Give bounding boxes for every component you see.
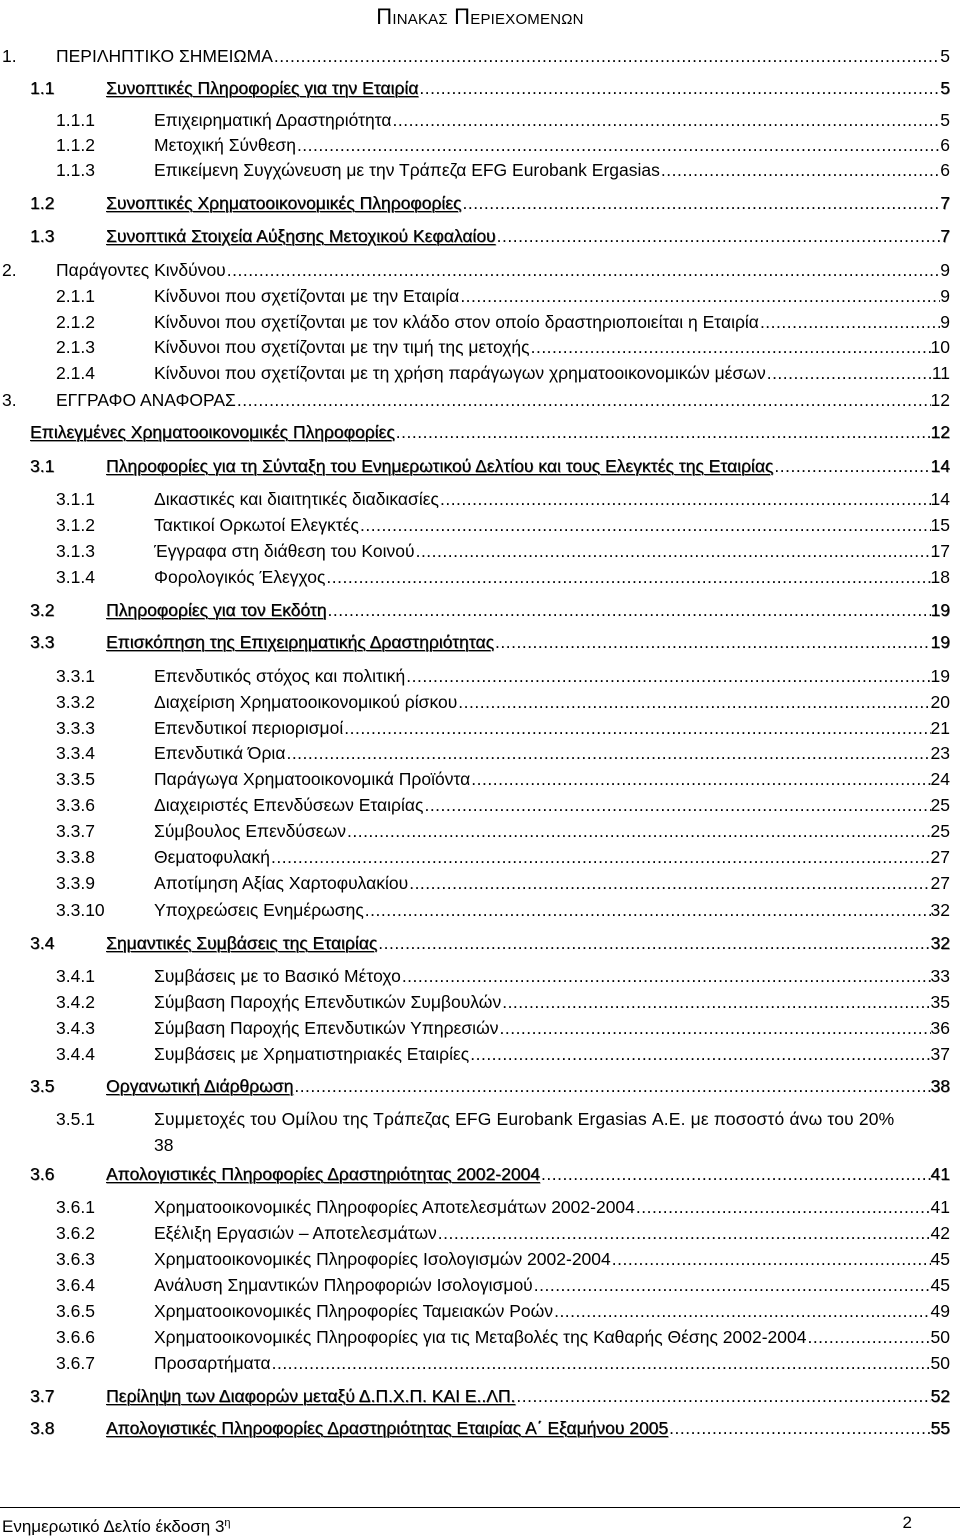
toc-entry-number: 3.3.7 xyxy=(56,821,95,841)
toc-entry-number: 3.3.8 xyxy=(56,847,95,867)
toc-entry[interactable] xyxy=(0,1273,960,1297)
toc-entry-page: 38 xyxy=(154,1135,174,1155)
toc-entry-page: 19 xyxy=(930,632,950,652)
toc-entry-page: 50 xyxy=(930,1327,950,1347)
toc-entry-page: 23 xyxy=(930,743,950,763)
toc-entry-page: 5 xyxy=(940,46,950,66)
toc-entry-label: Διαχείριση Χρηματοοικονομικού ρίσκου xyxy=(154,692,458,712)
toc-entry[interactable] xyxy=(0,487,960,511)
toc-entry-text xyxy=(154,108,950,132)
toc-entry[interactable] xyxy=(0,1299,960,1323)
toc-entry-label: Παράγωγα Χρηματοοικονομικά Προϊόντα xyxy=(154,769,471,789)
toc-entry-page: 7 xyxy=(940,193,950,213)
toc-entry[interactable] xyxy=(0,1016,960,1040)
toc-entry-page: 6 xyxy=(940,160,950,180)
toc-entry-page: 19 xyxy=(930,600,950,620)
dot-leader xyxy=(395,420,931,444)
toc-entry-label: Οργανωτική Διάρθρωση xyxy=(106,1076,294,1096)
toc-entry-page: 52 xyxy=(930,1386,950,1406)
dot-leader xyxy=(533,1273,931,1297)
toc-entry[interactable] xyxy=(0,388,960,412)
toc-entry-number: 3.3 xyxy=(30,632,55,652)
toc-entry-text xyxy=(106,1162,950,1186)
toc-entry-text xyxy=(154,1016,950,1040)
toc-entry-page: 42 xyxy=(930,1223,950,1243)
toc-entry-number: 3.1.1 xyxy=(56,489,95,509)
toc-entry-text xyxy=(154,361,950,385)
toc-entry-page: 38 xyxy=(930,1076,950,1096)
toc-entry-page: 9 xyxy=(940,260,950,280)
toc-entry-text xyxy=(56,388,950,412)
dot-leader xyxy=(459,284,940,308)
toc-entry-number: 3.6.5 xyxy=(56,1301,95,1321)
toc-entry-number: 1.1.1 xyxy=(56,110,95,130)
dot-leader xyxy=(296,133,940,157)
dot-leader xyxy=(553,1299,930,1323)
dot-leader xyxy=(759,310,940,334)
toc-entry-text xyxy=(154,690,950,714)
toc-entry-number: 1. xyxy=(2,46,17,66)
toc-entry[interactable] xyxy=(0,310,960,334)
dot-leader xyxy=(660,158,940,182)
toc-entry-label: Εξέλιξη Εργασιών – Αποτελεσμάτων xyxy=(154,1223,437,1243)
toc-entry[interactable] xyxy=(0,1074,960,1098)
dot-leader xyxy=(611,1247,931,1271)
toc-entry-label: Σύμβαση Παροχής Επενδυτικών Συμβουλών xyxy=(154,992,502,1012)
toc-entry[interactable] xyxy=(0,454,960,478)
toc-entry[interactable] xyxy=(0,1351,960,1375)
toc-entry-number: 3.2 xyxy=(30,600,55,620)
toc-entry[interactable] xyxy=(0,964,960,988)
toc-entry-text xyxy=(154,1273,950,1297)
toc-entry-page: 32 xyxy=(930,933,950,953)
dot-leader xyxy=(668,1416,930,1440)
toc-entry-number: 1.1.3 xyxy=(56,160,95,180)
toc-entry-label: Συμμετοχές του Ομίλου της Τράπεζας EFG Eurobank Ergasias Α.Ε. με ποσοστό άνω του 20% xyxy=(154,1109,895,1129)
toc-entry-text xyxy=(154,1195,950,1219)
toc-entry-label: Συνοπτικές Χρηματοοικονομικές Πληροφορίες xyxy=(106,193,462,213)
toc-entry-page: 27 xyxy=(930,873,950,893)
toc-entry-label: Χρηματοοικονομικές Πληροφορίες για τις Μεταβολές της Καθαρής Θέσης 2002-2004 xyxy=(154,1327,807,1347)
toc-entry[interactable] xyxy=(0,819,960,843)
toc-entry-number: 3.5 xyxy=(30,1076,55,1096)
toc-entry-label: Συνοπτικές Πληροφορίες για την Εταιρία xyxy=(106,78,419,98)
dot-leader xyxy=(236,388,931,412)
toc-entry-page: 49 xyxy=(930,1301,950,1321)
toc-entry-label: Περίληψη των Διαφορών μεταξύ Δ.Π.Χ.Π. ΚΑΙ Ε..ΛΠ. xyxy=(106,1386,516,1406)
toc-entry[interactable] xyxy=(0,898,960,922)
toc-entry-page: 27 xyxy=(930,847,950,867)
toc-entry-text xyxy=(154,133,950,157)
dot-leader xyxy=(415,539,931,563)
toc-entry[interactable] xyxy=(0,1384,960,1408)
toc-entry-label: Αποτίμηση Αξίας Χαρτοφυλακίου xyxy=(154,873,409,893)
toc-entry-label: Φορολογικός Έλεγχος xyxy=(154,567,326,587)
toc-entry-number: 3.8 xyxy=(30,1418,55,1438)
toc-entry-label: Σύμβουλος Επενδύσεων xyxy=(154,821,346,841)
dot-leader xyxy=(392,108,941,132)
toc-entry-label: Θεματοφυλακή xyxy=(154,847,271,867)
toc-entry-number: 3.3.9 xyxy=(56,873,95,893)
toc-entry[interactable] xyxy=(0,1042,960,1066)
toc-entry-number: 1.1 xyxy=(30,78,55,98)
toc-entry-text xyxy=(106,454,950,478)
toc-entry-page: 7 xyxy=(940,226,950,246)
toc-entry-page: 21 xyxy=(930,718,950,738)
toc-entry[interactable] xyxy=(0,1325,960,1349)
toc-entry-label: Επενδυτικός στόχος και πολιτική xyxy=(154,666,406,686)
toc-entry-label: Υποχρεώσεις Ενημέρωσης xyxy=(154,900,364,920)
footer-page-number: 2 xyxy=(902,1513,912,1532)
toc-entry-page: 20 xyxy=(930,692,950,712)
toc-entry-page: 45 xyxy=(930,1275,950,1295)
dot-leader xyxy=(494,630,931,654)
toc-entry[interactable] xyxy=(0,224,960,248)
toc-entry-number: 1.3 xyxy=(30,226,55,246)
toc-entry-page: 14 xyxy=(930,489,950,509)
toc-entry[interactable] xyxy=(0,361,960,385)
dot-leader xyxy=(226,258,941,282)
toc-entry-label: Απολογιστικές Πληροφορίες Δραστηριότητας Εταιρίας Α΄ Εξαμήνου 2005 xyxy=(106,1418,669,1438)
toc-entry-text xyxy=(154,1299,950,1323)
toc-entry-label: Συμβάσεις με Χρηματιστηριακές Εταιρίες xyxy=(154,1044,470,1064)
toc-entry-number: 3.6.3 xyxy=(56,1249,95,1269)
toc-entry-page: 24 xyxy=(930,769,950,789)
toc-entry-label: Διαχειριστές Επενδύσεων Εταιρίας xyxy=(154,795,424,815)
toc-entry-label: Κίνδυνοι που σχετίζονται με την Εταιρία xyxy=(154,286,460,306)
dot-leader xyxy=(470,767,930,791)
toc-entry-label: Επιχειρηματική Δραστηριότητα xyxy=(154,110,392,130)
dot-leader xyxy=(271,1351,931,1375)
toc-entry-text xyxy=(154,310,950,334)
dot-leader xyxy=(437,1221,931,1245)
dot-leader xyxy=(405,664,930,688)
toc-entry-page: 45 xyxy=(930,1249,950,1269)
toc-entry-text xyxy=(154,845,950,869)
toc-entry-number: 3.3.3 xyxy=(56,718,95,738)
toc-entry[interactable] xyxy=(0,931,960,955)
footer-edition-superscript: η xyxy=(224,1517,231,1529)
toc-entry-text xyxy=(106,1074,950,1098)
toc-entry[interactable] xyxy=(0,1221,960,1245)
toc-entry-page: 32 xyxy=(930,900,950,920)
dot-leader xyxy=(496,224,941,248)
dot-leader xyxy=(439,487,931,511)
toc-entry-label: Συνοπτικά Στοιχεία Αύξησης Μετοχικού Κεφαλαίου xyxy=(106,226,496,246)
toc-entry-text xyxy=(106,931,950,955)
toc-entry-number: 3.3.4 xyxy=(56,743,95,763)
toc-entry-number: 3.6.4 xyxy=(56,1275,95,1295)
toc-entry-page: 33 xyxy=(930,966,950,986)
toc-entry-text xyxy=(106,1384,950,1408)
dot-leader xyxy=(515,1384,930,1408)
toc-entry-label: Σημαντικές Συμβάσεις της Εταιρίας xyxy=(106,933,378,953)
toc-entry-text xyxy=(154,513,950,537)
toc-entry-page: 35 xyxy=(930,992,950,1012)
toc-entry-page: 41 xyxy=(930,1164,950,1184)
toc-entry[interactable] xyxy=(0,990,960,1014)
dot-leader xyxy=(773,454,930,478)
toc-entry-text xyxy=(106,1416,950,1440)
toc-entry-label: Ανάλυση Σημαντικών Πληροφοριών Ισολογισμού xyxy=(154,1275,533,1295)
toc-entry-text xyxy=(154,487,950,511)
toc-entry-number: 2. xyxy=(2,260,17,280)
toc-entry[interactable] xyxy=(0,1247,960,1271)
dot-leader xyxy=(327,598,931,622)
toc-entry-number: 3.3.1 xyxy=(56,666,95,686)
toc-entry-text xyxy=(106,598,950,622)
toc-entry-number: 3.7 xyxy=(30,1386,55,1406)
toc-entry-text xyxy=(154,964,950,988)
dot-leader xyxy=(457,690,930,714)
toc-entry-number: 3.3.6 xyxy=(56,795,95,815)
toc-entry-label: ΠΕΡΙΛΗΠΤΙΚΟ ΣΗΜΕΙΩΜΑ xyxy=(56,46,273,66)
toc-entry[interactable] xyxy=(0,335,960,359)
toc-entry-text xyxy=(154,1042,950,1066)
toc-entry-label: Δικαστικές και διαιτητικές διαδικασίες xyxy=(154,489,439,509)
dot-leader xyxy=(766,361,932,385)
toc-entry-page: 12 xyxy=(930,422,950,442)
toc-entry[interactable] xyxy=(0,133,960,157)
dot-leader xyxy=(359,513,931,537)
toc-entry-number: 3.1.4 xyxy=(56,567,95,587)
toc-entry-label: Επιλεγμένες Χρηματοοικονομικές Πληροφορίες xyxy=(30,422,395,442)
toc-entry[interactable] xyxy=(0,76,960,100)
toc-entry[interactable] xyxy=(0,284,960,308)
dot-leader xyxy=(346,819,931,843)
toc-entry[interactable] xyxy=(0,1162,960,1186)
dot-leader xyxy=(501,990,930,1014)
toc-entry-label: Επενδυτικοί περιορισμοί xyxy=(154,718,344,738)
toc-entry-label: Επικείμενη Συγχώνευση με την Τράπεζα EFG Eurobank Ergasias xyxy=(154,160,660,180)
toc-entry-text xyxy=(154,565,950,589)
toc-entry-text xyxy=(106,630,950,654)
toc-entry-page: 37 xyxy=(930,1044,950,1064)
toc-entry-text xyxy=(56,44,950,68)
toc-entry[interactable] xyxy=(0,793,960,817)
toc-entry-label: Πληροφορίες για τη Σύνταξη του Ενημερωτικού Δελτίου και τους Ελεγκτές της Εταιρίας xyxy=(106,456,774,476)
dot-leader xyxy=(806,1325,930,1349)
toc-entry-text xyxy=(154,1247,950,1271)
toc-entry-number: 3.6.2 xyxy=(56,1223,95,1243)
toc-entry-number: 3.3.10 xyxy=(56,900,105,920)
footer-document-title xyxy=(2,1512,231,1538)
toc-entry-label: Χρηματοοικονομικές Πληροφορίες Αποτελεσμάτων 2002-2004 xyxy=(154,1197,635,1217)
footer-divider xyxy=(0,1507,960,1508)
toc-entry[interactable] xyxy=(0,690,960,714)
toc-entry-number: 3.6.7 xyxy=(56,1353,95,1373)
dot-leader xyxy=(343,716,930,740)
toc-entry-page: 12 xyxy=(930,390,950,410)
dot-leader xyxy=(530,335,931,359)
toc-entry[interactable] xyxy=(0,420,960,444)
toc-entry-text xyxy=(154,990,950,1014)
toc-entry-page: 6 xyxy=(940,135,950,155)
toc-entry-page: 50 xyxy=(930,1353,950,1373)
toc-entry-text xyxy=(106,76,950,100)
toc-entry-number: 2.1.2 xyxy=(56,312,95,332)
toc-entry[interactable] xyxy=(0,539,960,563)
toc-entry-label: Παράγοντες Κινδύνου xyxy=(56,260,226,280)
toc-entry-page: 9 xyxy=(940,286,950,306)
dot-leader xyxy=(401,964,931,988)
toc-entry-text xyxy=(154,284,950,308)
toc-entry-page: 11 xyxy=(931,363,950,383)
toc-entry-page: 41 xyxy=(930,1197,950,1217)
toc-entry-text xyxy=(154,716,950,740)
toc-entry-number: 3.1 xyxy=(30,456,55,476)
dot-leader xyxy=(285,741,930,765)
toc-entry-page: 9 xyxy=(940,312,950,332)
toc-entry[interactable] xyxy=(0,845,960,869)
footer-title-text: Ενημερωτικό Δελτίο έκδοση 3 xyxy=(2,1517,225,1536)
toc-entry-text xyxy=(106,224,950,248)
dot-leader xyxy=(423,793,930,817)
toc-entry[interactable] xyxy=(0,767,960,791)
toc-entry-number: 3.4 xyxy=(30,933,55,953)
toc-entry-label: Κίνδυνοι που σχετίζονται με την τιμή της μετοχής xyxy=(154,337,530,357)
toc-entry-page: 17 xyxy=(930,541,950,561)
toc-entry[interactable] xyxy=(0,664,960,688)
toc-entry-page: 19 xyxy=(930,666,950,686)
toc-entry-number: 3.6.6 xyxy=(56,1327,95,1347)
toc-entry-text xyxy=(154,1221,950,1245)
toc-entry-page: 14 xyxy=(930,456,950,476)
toc-entry-number: 2.1.1 xyxy=(56,286,95,306)
toc-entry[interactable] xyxy=(0,630,960,654)
toc-entry-text xyxy=(106,191,950,215)
dot-leader xyxy=(498,1016,930,1040)
toc-entry-page: 5 xyxy=(940,78,950,98)
toc-entry-page: 55 xyxy=(930,1418,950,1438)
dot-leader xyxy=(364,898,931,922)
toc-entry-label: Χρηματοοικονομικές Πληροφορίες Ταμειακών Ροών xyxy=(154,1301,554,1321)
toc-entry-label: Κίνδυνοι που σχετίζονται με τη χρήση παράγωγων χρηματοοικονομικών μέσων xyxy=(154,363,766,383)
toc-entry-label: Πληροφορίες για τον Εκδότη xyxy=(106,600,327,620)
toc-entry-text xyxy=(154,793,950,817)
toc-entry-text xyxy=(154,158,950,182)
toc-entry-label: Απολογιστικές Πληροφορίες Δραστηριότητας 2002-2004 xyxy=(106,1164,541,1184)
dot-leader xyxy=(408,871,930,895)
toc-entry-label: Προσαρτήματα xyxy=(154,1353,271,1373)
toc-entry-label: Μετοχική Σύνθεση xyxy=(154,135,296,155)
toc-entry-text xyxy=(154,1351,950,1375)
toc-entry-page: 25 xyxy=(930,821,950,841)
toc-entry-label: Συμβάσεις με το Βασικό Μέτοχο xyxy=(154,966,401,986)
toc-entry[interactable] xyxy=(0,108,960,132)
toc-entry-label: Χρηματοοικονομικές Πληροφορίες Ισολογισμών 2002-2004 xyxy=(154,1249,611,1269)
dot-leader xyxy=(469,1042,930,1066)
toc-entry-number: 3.4.3 xyxy=(56,1018,95,1038)
toc-entry-number: 2.1.4 xyxy=(56,363,95,383)
toc-entry-text xyxy=(154,898,950,922)
toc-entry-label: Επισκόπηση της Επιχειρηματικής Δραστηριότητας xyxy=(106,632,495,652)
toc-entry-number: 3.1.2 xyxy=(56,515,95,535)
toc-entry-label: ΕΓΓΡΑΦΟ ΑΝΑΦΟΡΑΣ xyxy=(56,390,236,410)
toc-entry-number: 3.4.1 xyxy=(56,966,95,986)
toc-entry-page: 5 xyxy=(940,110,950,130)
toc-entry-page: 18 xyxy=(930,567,950,587)
toc-entry-number: 3.6.1 xyxy=(56,1197,95,1217)
toc-entry-label: Επενδυτικά Όρια xyxy=(154,743,286,763)
dot-leader xyxy=(635,1195,931,1219)
toc-entry-label: Σύμβαση Παροχής Επενδυτικών Υπηρεσιών xyxy=(154,1018,499,1038)
toc-entry-text xyxy=(154,819,950,843)
toc-entry-number: 3.4.2 xyxy=(56,992,95,1012)
toc-entry[interactable] xyxy=(0,871,960,895)
toc-entry-number: 2.1.3 xyxy=(56,337,95,357)
toc-entry-number: 3.3.5 xyxy=(56,769,95,789)
toc-entry[interactable] xyxy=(0,513,960,537)
dot-leader xyxy=(325,565,930,589)
toc-entry-text xyxy=(154,335,950,359)
toc-entry[interactable] xyxy=(0,158,960,182)
toc-entry[interactable] xyxy=(0,741,960,765)
dot-leader xyxy=(540,1162,931,1186)
dot-leader xyxy=(377,931,930,955)
dot-leader xyxy=(270,845,931,869)
toc-entry-label: Τακτικοί Ορκωτοί Ελεγκτές xyxy=(154,515,359,535)
toc-entry-page: 10 xyxy=(930,337,950,357)
toc-entry[interactable] xyxy=(0,258,960,282)
toc-entry-number: 3.4.4 xyxy=(56,1044,95,1064)
toc-entry-page: 36 xyxy=(930,1018,950,1038)
toc-entry-text xyxy=(154,767,950,791)
toc-entry[interactable] xyxy=(0,44,960,68)
toc-entry-text xyxy=(154,539,950,563)
toc-entry[interactable] xyxy=(0,1416,960,1440)
toc-entry-number: 3.3.2 xyxy=(56,692,95,712)
toc-entry-page: 15 xyxy=(930,515,950,535)
toc-entry[interactable] xyxy=(0,1195,960,1219)
dot-leader xyxy=(273,44,940,68)
toc-entry[interactable] xyxy=(0,565,960,589)
toc-entry-text xyxy=(56,258,950,282)
toc-entry-number: 1.1.2 xyxy=(56,135,95,155)
dot-leader xyxy=(461,191,940,215)
toc-entry-label: Κίνδυνοι που σχετίζονται με τον κλάδο στον οποίο δραστηριοποιείται η Εταιρία xyxy=(154,312,759,332)
toc-entry-text xyxy=(154,871,950,895)
toc-entry-text xyxy=(154,664,950,688)
toc-entry-number: 1.2 xyxy=(30,193,55,213)
page-title: Πινακας Περιεχομενων xyxy=(376,4,584,29)
dot-leader xyxy=(293,1074,930,1098)
toc-entry[interactable] xyxy=(0,1107,960,1157)
toc-entry-text xyxy=(154,741,950,765)
toc-entry-number: 3.1.3 xyxy=(56,541,95,561)
toc-entry[interactable] xyxy=(0,191,960,215)
dot-leader xyxy=(418,76,940,100)
toc-entry[interactable] xyxy=(0,598,960,622)
toc-entry-number: 3. xyxy=(2,390,17,410)
toc-entry[interactable] xyxy=(0,716,960,740)
toc-entry-number: 3.5.1 xyxy=(56,1109,95,1129)
toc-entry-label: Έγγραφα στη διάθεση του Κοινού xyxy=(154,541,415,561)
toc-entry-text xyxy=(154,1325,950,1349)
toc-entry-page: 25 xyxy=(930,795,950,815)
toc-entry-text xyxy=(30,420,950,444)
toc-entry-number: 3.6 xyxy=(30,1164,55,1184)
